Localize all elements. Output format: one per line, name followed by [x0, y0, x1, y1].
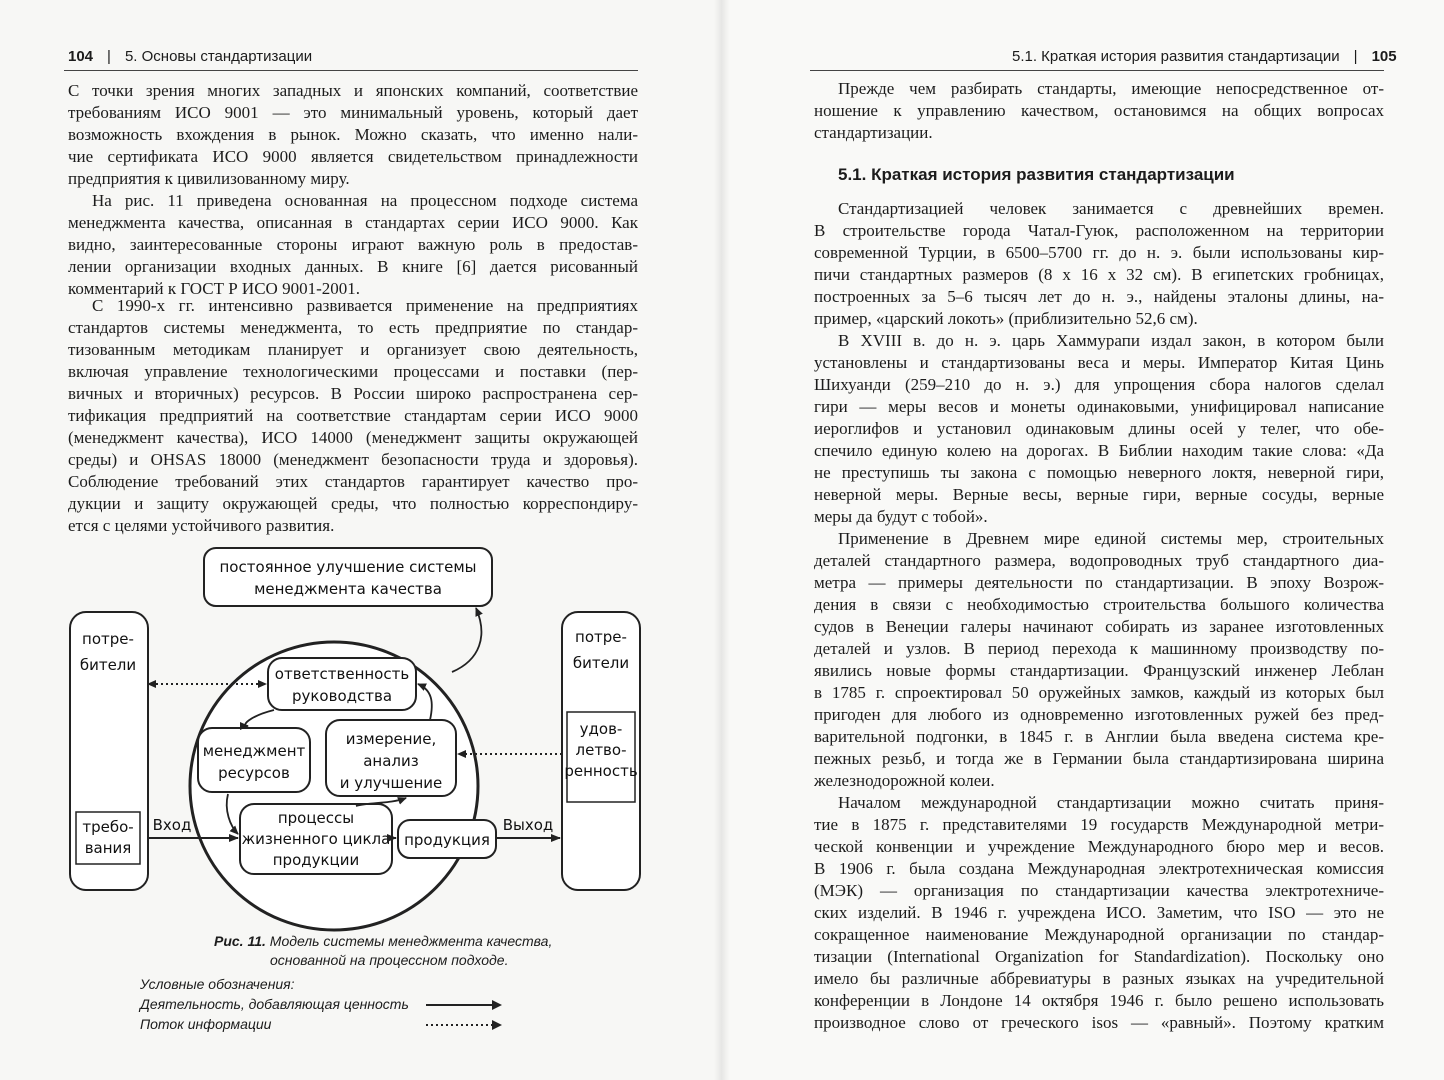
text-line: явились новые формы стандартизации. Французский инженер Леблан: [814, 661, 1384, 680]
improvement-line-1: постоянное улучшение системы: [219, 558, 477, 576]
left-running-header: 104 | 5. Основы стандартизации: [68, 48, 313, 65]
consumers-right-line-2: бители: [572, 654, 630, 672]
text-line: возможность вхождения в рынок. Можно сказать, что именно нали-: [68, 125, 638, 144]
qms-process-diagram: [60, 540, 660, 980]
text-line: тие в 1875 г. представителями 19 государств Международной метри-: [814, 815, 1384, 834]
text-line: не преступишь ты закона с помощью неверного локтя, неверной гири,: [814, 463, 1384, 482]
left-header-title: 5. Основы стандартизации: [124, 48, 313, 65]
processes-line-1: процессы: [277, 809, 355, 827]
text-line: вичных и вторичных) ресурсов. В России широко распространена сер-: [68, 384, 638, 403]
text-line: видно, заинтересованные стороны играют важную роль в предостав-: [68, 235, 638, 254]
figure-caption: [214, 932, 552, 970]
text-line: тизации (International Organization for Standardization). Поскольку оно: [814, 947, 1384, 966]
improvement-line-2: менеджмента качества: [254, 580, 442, 598]
text-line: спечило единую колею на дорогах. В Библии находим такие слова: «Да: [814, 441, 1384, 460]
right-paragraph-0: [814, 78, 1384, 144]
text-line: ских изделий. В 1946 г. учреждена ИСО. Заметим, что ISO — это не: [814, 903, 1384, 922]
right-header-rule: [810, 70, 1384, 71]
text-line: Шихуанди (259–210 до н. э.) для упрощения сбора налогов сделал: [814, 375, 1384, 394]
text-line: меры да будут с тобой».: [814, 507, 988, 526]
right-paragraph-4: [814, 792, 1384, 1034]
text-line: пежных резьб, и тогда же в Германии была стандартизирована ширина: [814, 749, 1384, 768]
text-line: неверной меры. Верные весы, верные гири, верные сосуды, верные: [814, 485, 1384, 504]
output-label: Выход: [502, 816, 554, 834]
text-line: включая управление технологическими процессами и поставки (пер-: [68, 362, 638, 381]
text-line: ется с целями устойчивого развития.: [68, 516, 335, 535]
text-line: менеджмента качества, описанная в стандартах серии ИСО 9000. Как: [68, 213, 638, 232]
text-line: сокращенное наименование Международной организации по стандар-: [814, 925, 1384, 944]
legend: [140, 974, 409, 1034]
left-header-rule: [64, 70, 638, 71]
resources-box: [198, 728, 310, 792]
improvement-arrow: [452, 608, 481, 672]
responsibility-line-2: руководства: [291, 687, 393, 705]
text-line: железнодорожной колеи.: [814, 771, 995, 790]
processes-line-2: жизненного цикла: [241, 830, 391, 848]
book-gutter: [714, 0, 730, 1080]
measurement-line-1: измерение,: [345, 730, 437, 748]
input-label: Вход: [152, 816, 192, 834]
left-paragraph-3: [68, 295, 638, 537]
legend-solid-arrow-icon: [426, 999, 502, 1011]
requirements-line-2: вания: [84, 839, 132, 857]
text-line: установлены и стандартизованы веса и меры. Император Китая Цинь: [814, 353, 1384, 372]
legend-info-flow-label: Поток информации: [140, 1016, 272, 1032]
text-line: среды) и OHSAS 18000 (менеджмент безопасности труда и здоровья).: [68, 450, 638, 469]
satisfaction-line-2: летво-: [575, 741, 627, 759]
text-line: тизованным методикам планирует и организует свою деятельность,: [68, 340, 638, 359]
text-line: гири — меры весов и монеты одинаковыми, унифицировал написание: [814, 397, 1384, 416]
text-line: дения в связи с необходимостью строительства большого количества: [814, 595, 1384, 614]
text-line: в 1785 г. спроектировал 50 оружейных замков, каждый из которых был: [814, 683, 1384, 702]
text-line: пригоден для любого из одновременно изготовленных ружей без пред-: [814, 705, 1384, 724]
satisfaction-line-1: удов-: [579, 720, 623, 738]
right-paragraph-1: [814, 198, 1384, 330]
text-line: современной Турции, в 6500–5700 гг. до н. э. были использованы кир-: [814, 243, 1384, 262]
text-line: чие сертификата ИСО 9000 является свидетельством принадлежности: [68, 147, 638, 166]
right-paragraph-3: [814, 528, 1384, 792]
right-paragraph-2: [814, 330, 1384, 528]
text-line: судов в Венеции галеры начинают собирать из заранее изготовленных: [814, 617, 1384, 636]
text-line: конференции в Лондоне 14 октября 1946 г. было решено использовать: [814, 991, 1384, 1010]
text-line: (МЭК) — организация по стандартизации качества электротехниче-: [814, 881, 1384, 900]
text-line: пример, «царский локоть» (приблизительно 52,6 см).: [814, 309, 1198, 328]
text-line: варительной подгонки, в 1845 г. в Англии была введена система кре-: [814, 727, 1384, 746]
text-line: метра — примеры деятельности по стандартизации. В эпоху Возрож-: [814, 573, 1384, 592]
text-line: Началом международной стандартизации можно считать приня-: [838, 793, 1384, 812]
resources-line-1: менеджмент: [202, 742, 306, 760]
text-line: имело бы различные аббревиатуры в разных языках на учредительной: [814, 969, 1384, 988]
text-line: ческой конвенции и учреждение Международного бюро мер и весов.: [814, 837, 1384, 856]
text-line: пичи стандартных размеров (8 х 16 х 32 см). В египетских гробницах,: [814, 265, 1384, 284]
text-line: лении организации входных данных. В книге [6] дается рисованный: [68, 257, 638, 276]
measurement-line-2: анализ: [363, 752, 419, 770]
section-title: 5.1. Краткая история развития стандартизации: [838, 165, 1235, 184]
text-line: С точки зрения многих западных и японских компаний, соответствие: [68, 81, 638, 100]
requirements-line-1: требо-: [82, 818, 134, 836]
text-line: деталей и узлов. В период перехода к машинному производству по-: [814, 639, 1384, 658]
caption-label: Рис. 11.: [214, 933, 266, 949]
text-line: С 1990-х гг. интенсивно развивается применение на предприятиях: [92, 296, 638, 315]
measurement-line-3: и улучшение: [339, 774, 443, 792]
right-page-number: 105: [1371, 48, 1397, 65]
satisfaction-line-3: ренность: [564, 762, 638, 780]
responsibility-line-1: ответственность: [274, 665, 410, 683]
text-line: производное слово от греческого isos — «равный». Поэтому кратким: [814, 1013, 1384, 1032]
legend-value-added-row: [140, 994, 409, 1014]
text-line: предприятия к цивилизованному миру.: [68, 169, 350, 188]
product-label: продукция: [404, 831, 490, 849]
consumers-right-line-1: потре-: [575, 628, 627, 646]
text-line: стандартов системы менеджмента, то есть предприятие по стандар-: [68, 318, 638, 337]
resources-line-2: ресурсов: [218, 764, 290, 782]
left-paragraph-1: [68, 80, 638, 190]
legend-value-added-label: Деятельность, добавляющая ценность: [140, 996, 409, 1012]
consumers-left-line-1: потре-: [82, 630, 134, 648]
text-line: (менеджмент качества), ИСО 14000 (менеджмент защиты окружающей: [68, 428, 638, 447]
caption-line-1: Модель системы менеджмента качества,: [265, 933, 553, 949]
right-page: [722, 0, 1444, 1080]
text-line: дукции и защиту окружающей среды, что полностью корреспондиру-: [68, 494, 638, 513]
text-line: требованиям ИСО 9001 — это минимальный уровень, который дает: [68, 103, 638, 122]
text-line: комментарий к ГОСТ Р ИСО 9001-2001.: [68, 279, 360, 298]
text-line: Применение в Древнем мире единой системы мер, строительных: [838, 529, 1384, 548]
text-line: В XVIII в. до н. э. царь Хаммурапи издал закон, в котором были: [838, 331, 1384, 350]
processes-line-3: продукции: [272, 851, 360, 869]
legend-info-flow-row: [140, 1014, 409, 1034]
text-line: иероглифов и установил одинаковым длины осей у телег, что обе-: [814, 419, 1384, 438]
text-line: ношение к управлению качеством, остановимся на общих вопросах: [814, 101, 1384, 120]
legend-title: Условные обозначения:: [140, 976, 295, 992]
left-page-number: 104: [68, 48, 94, 65]
text-line: На рис. 11 приведена основанная на процессном подходе система: [92, 191, 638, 210]
right-running-header: 5.1. Краткая история развития стандартизации | 105: [1012, 48, 1397, 65]
text-line: деталей стандартного размера, водопроводных труб стандартного диа-: [814, 551, 1384, 570]
text-line: Прежде чем разбирать стандарты, имеющие непосредственное от-: [838, 79, 1384, 98]
text-line: Стандартизацией человек занимается с древнейших времен.: [838, 199, 1384, 218]
legend-dotted-arrow-icon: [426, 1019, 502, 1031]
left-paragraph-2: [68, 190, 638, 300]
text-line: стандартизации.: [814, 123, 933, 142]
right-header-title: 5.1. Краткая история развития стандартизации: [1012, 48, 1340, 65]
consumers-left-line-2: бители: [79, 656, 137, 674]
caption-line-2: основанной на процессном подходе.: [270, 952, 509, 968]
text-line: В строительстве города Чатал-Гуюк, расположенном на территории: [814, 221, 1384, 240]
text-line: В 1906 г. была создана Международная электротехническая комиссия: [814, 859, 1384, 878]
text-line: тификация предприятий на соответствие стандартам серии ИСО 9000: [68, 406, 638, 425]
text-line: построенных за 5–6 тысяч лет до н. э., найдены эталоны длины, на-: [814, 287, 1384, 306]
text-line: Соблюдение требований этих стандартов гарантирует качество про-: [68, 472, 638, 491]
